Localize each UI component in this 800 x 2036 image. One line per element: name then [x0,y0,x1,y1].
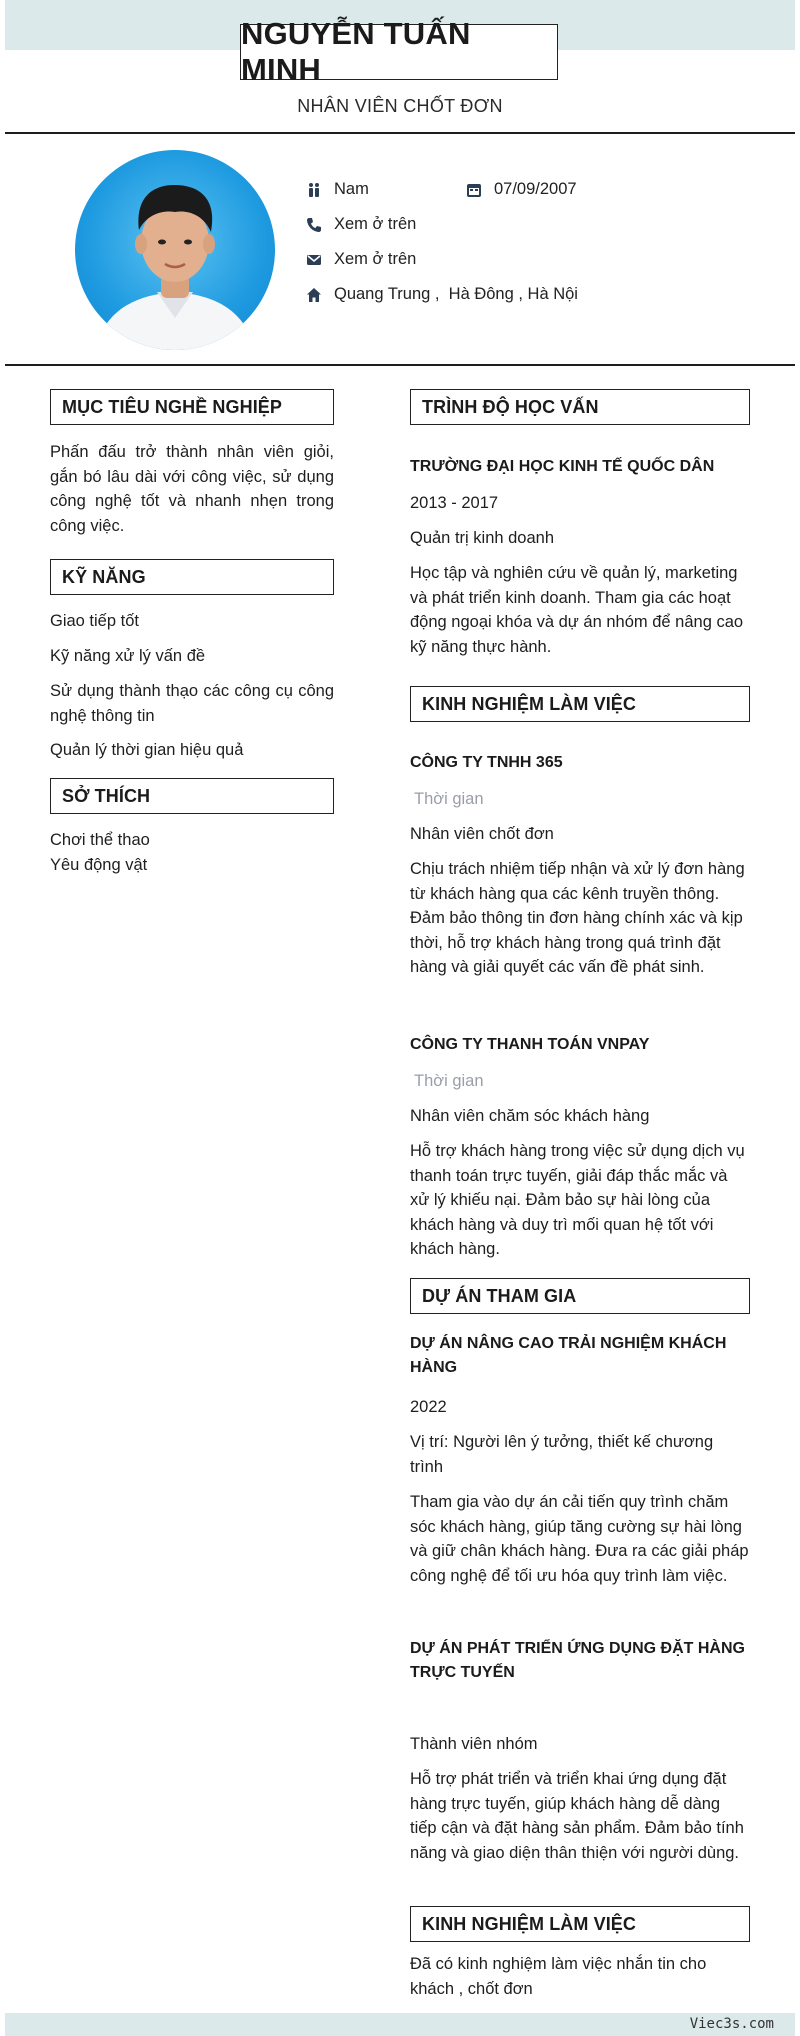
email-row [305,250,416,269]
address-value: Quang Trung , Hà Đông , Hà Nội [334,285,578,303]
skill-item: Kỹ năng xử lý vấn đề [50,647,206,665]
skill-item: Sử dụng thành thạo các công cụ công nghệ thông tin [50,682,334,725]
job-title: NHÂN VIÊN CHỐT ĐƠN [297,96,503,116]
phone-icon [305,216,323,234]
skill-item: Giao tiếp tốt [50,612,139,630]
project-description: Tham gia vào dự án cải tiến quy trình chăm sóc khách hàng, giúp tăng cường sự hài lòng và giữ chân khách hàng. Đưa ra các giải pháp công nghệ để tối ưu hóa quy trình làm việc. [410,1493,749,1585]
home-icon [305,286,323,304]
section-hobbies-title: SỞ THÍCH [50,778,334,814]
gender-icon [305,181,323,199]
gender-value: Nam [334,180,369,198]
job-description: Hỗ trợ khách hàng trong việc sử dụng dịch vụ thanh toán trực tuyến, giải đáp thắc mắc và xử lý khiếu nại. Đảm bảo sự hài lòng của khách hàng và duy trì mối quan hệ tốt với khách hàng. [410,1142,745,1258]
calendar-icon [465,181,483,199]
section-projects-title: DỰ ÁN THAM GIA [410,1278,750,1314]
hobby-item: Yêu động vật [50,856,148,874]
section-skills-title: KỸ NĂNG [50,559,334,595]
section-experience-extra-title: KINH NGHIỆM LÀM VIỆC [410,1906,750,1942]
birthday-row [465,180,577,199]
school-name: TRƯỜNG ĐẠI HỌC KINH TẾ QUỐC DÂN [410,458,715,475]
project-description: Hỗ trợ phát triển và triển khai ứng dụng đặt hàng trực tuyến, giúp khách hàng dễ dàng tiếp cận và đặt hàng sản phẩm. Đảm bảo tính năng và giao diện thân thiện với người dùng. [410,1770,744,1862]
section-experience-title: KINH NGHIỆM LÀM VIỆC [410,686,750,722]
job-description: Chịu trách nhiệm tiếp nhận và xử lý đơn hàng từ khách hàng qua các kênh truyền thông. Đảm bảo thông tin đơn hàng chính xác và kịp thời, hỗ trợ khách hàng trong quá trình đặt hàng và giải quyết các vấn đề phát sinh. [410,860,745,976]
experience-extra-text: Đã có kinh nghiệm làm việc nhắn tin cho khách , chốt đơn [410,1955,707,1998]
job-time: Thời gian [414,790,484,808]
skill-item: Quản lý thời gian hiệu quả [50,741,244,759]
project-role: Vị trí: Người lên ý tưởng, thiết kế chương trình [410,1433,714,1476]
project-role: Thành viên nhóm [410,1735,538,1753]
email-value: Xem ở trên [334,250,417,268]
company-name: CÔNG TY THANH TOÁN VNPAY [410,1036,650,1053]
hobby-item: Chơi thể thao [50,831,150,849]
avatar [75,150,275,350]
job-position: Nhân viên chăm sóc khách hàng [410,1107,650,1125]
education-years: 2013 - 2017 [410,494,499,512]
section-objective-title: MỤC TIÊU NGHỀ NGHIỆP [50,389,334,425]
education-major: Quản trị kinh doanh [410,529,555,547]
education-description: Học tập và nghiên cứu về quản lý, marketing và phát triển kinh doanh. Tham gia các hoạt động ngoại khóa và dự án nhóm để nâng cao kỹ năng thực hành. [410,564,744,656]
project-year: 2022 [410,1398,447,1416]
birthday-value: 07/09/2007 [494,180,577,198]
phone-value: Xem ở trên [334,215,417,233]
phone-row [305,215,416,234]
company-name: CÔNG TY TNHH 365 [410,754,563,771]
email-icon [305,251,323,269]
job-position: Nhân viên chốt đơn [410,825,554,843]
project-name: DỰ ÁN PHÁT TRIỂN ỨNG DỤNG ĐẶT HÀNG TRỰC TUYẾN [410,1640,745,1681]
watermark: Viec3s.com [689,2016,774,2032]
divider-bottom [5,364,795,366]
address-row [305,285,578,304]
candidate-name: NGUYỄN TUẤN MINH [240,24,558,80]
job-time: Thời gian [414,1072,484,1090]
bottom-band [5,2013,795,2036]
section-education-title: TRÌNH ĐỘ HỌC VẤN [410,389,750,425]
project-name: DỰ ÁN NÂNG CAO TRẢI NGHIỆM KHÁCH HÀNG [410,1335,727,1376]
objective-text: Phấn đấu trở thành nhân viên giỏi, gắn bó lâu dài với công việc, sử dụng công nghệ tốt và nhanh nhẹn trong công việc. [50,443,334,535]
gender-row [305,180,369,199]
divider-top [5,132,795,134]
